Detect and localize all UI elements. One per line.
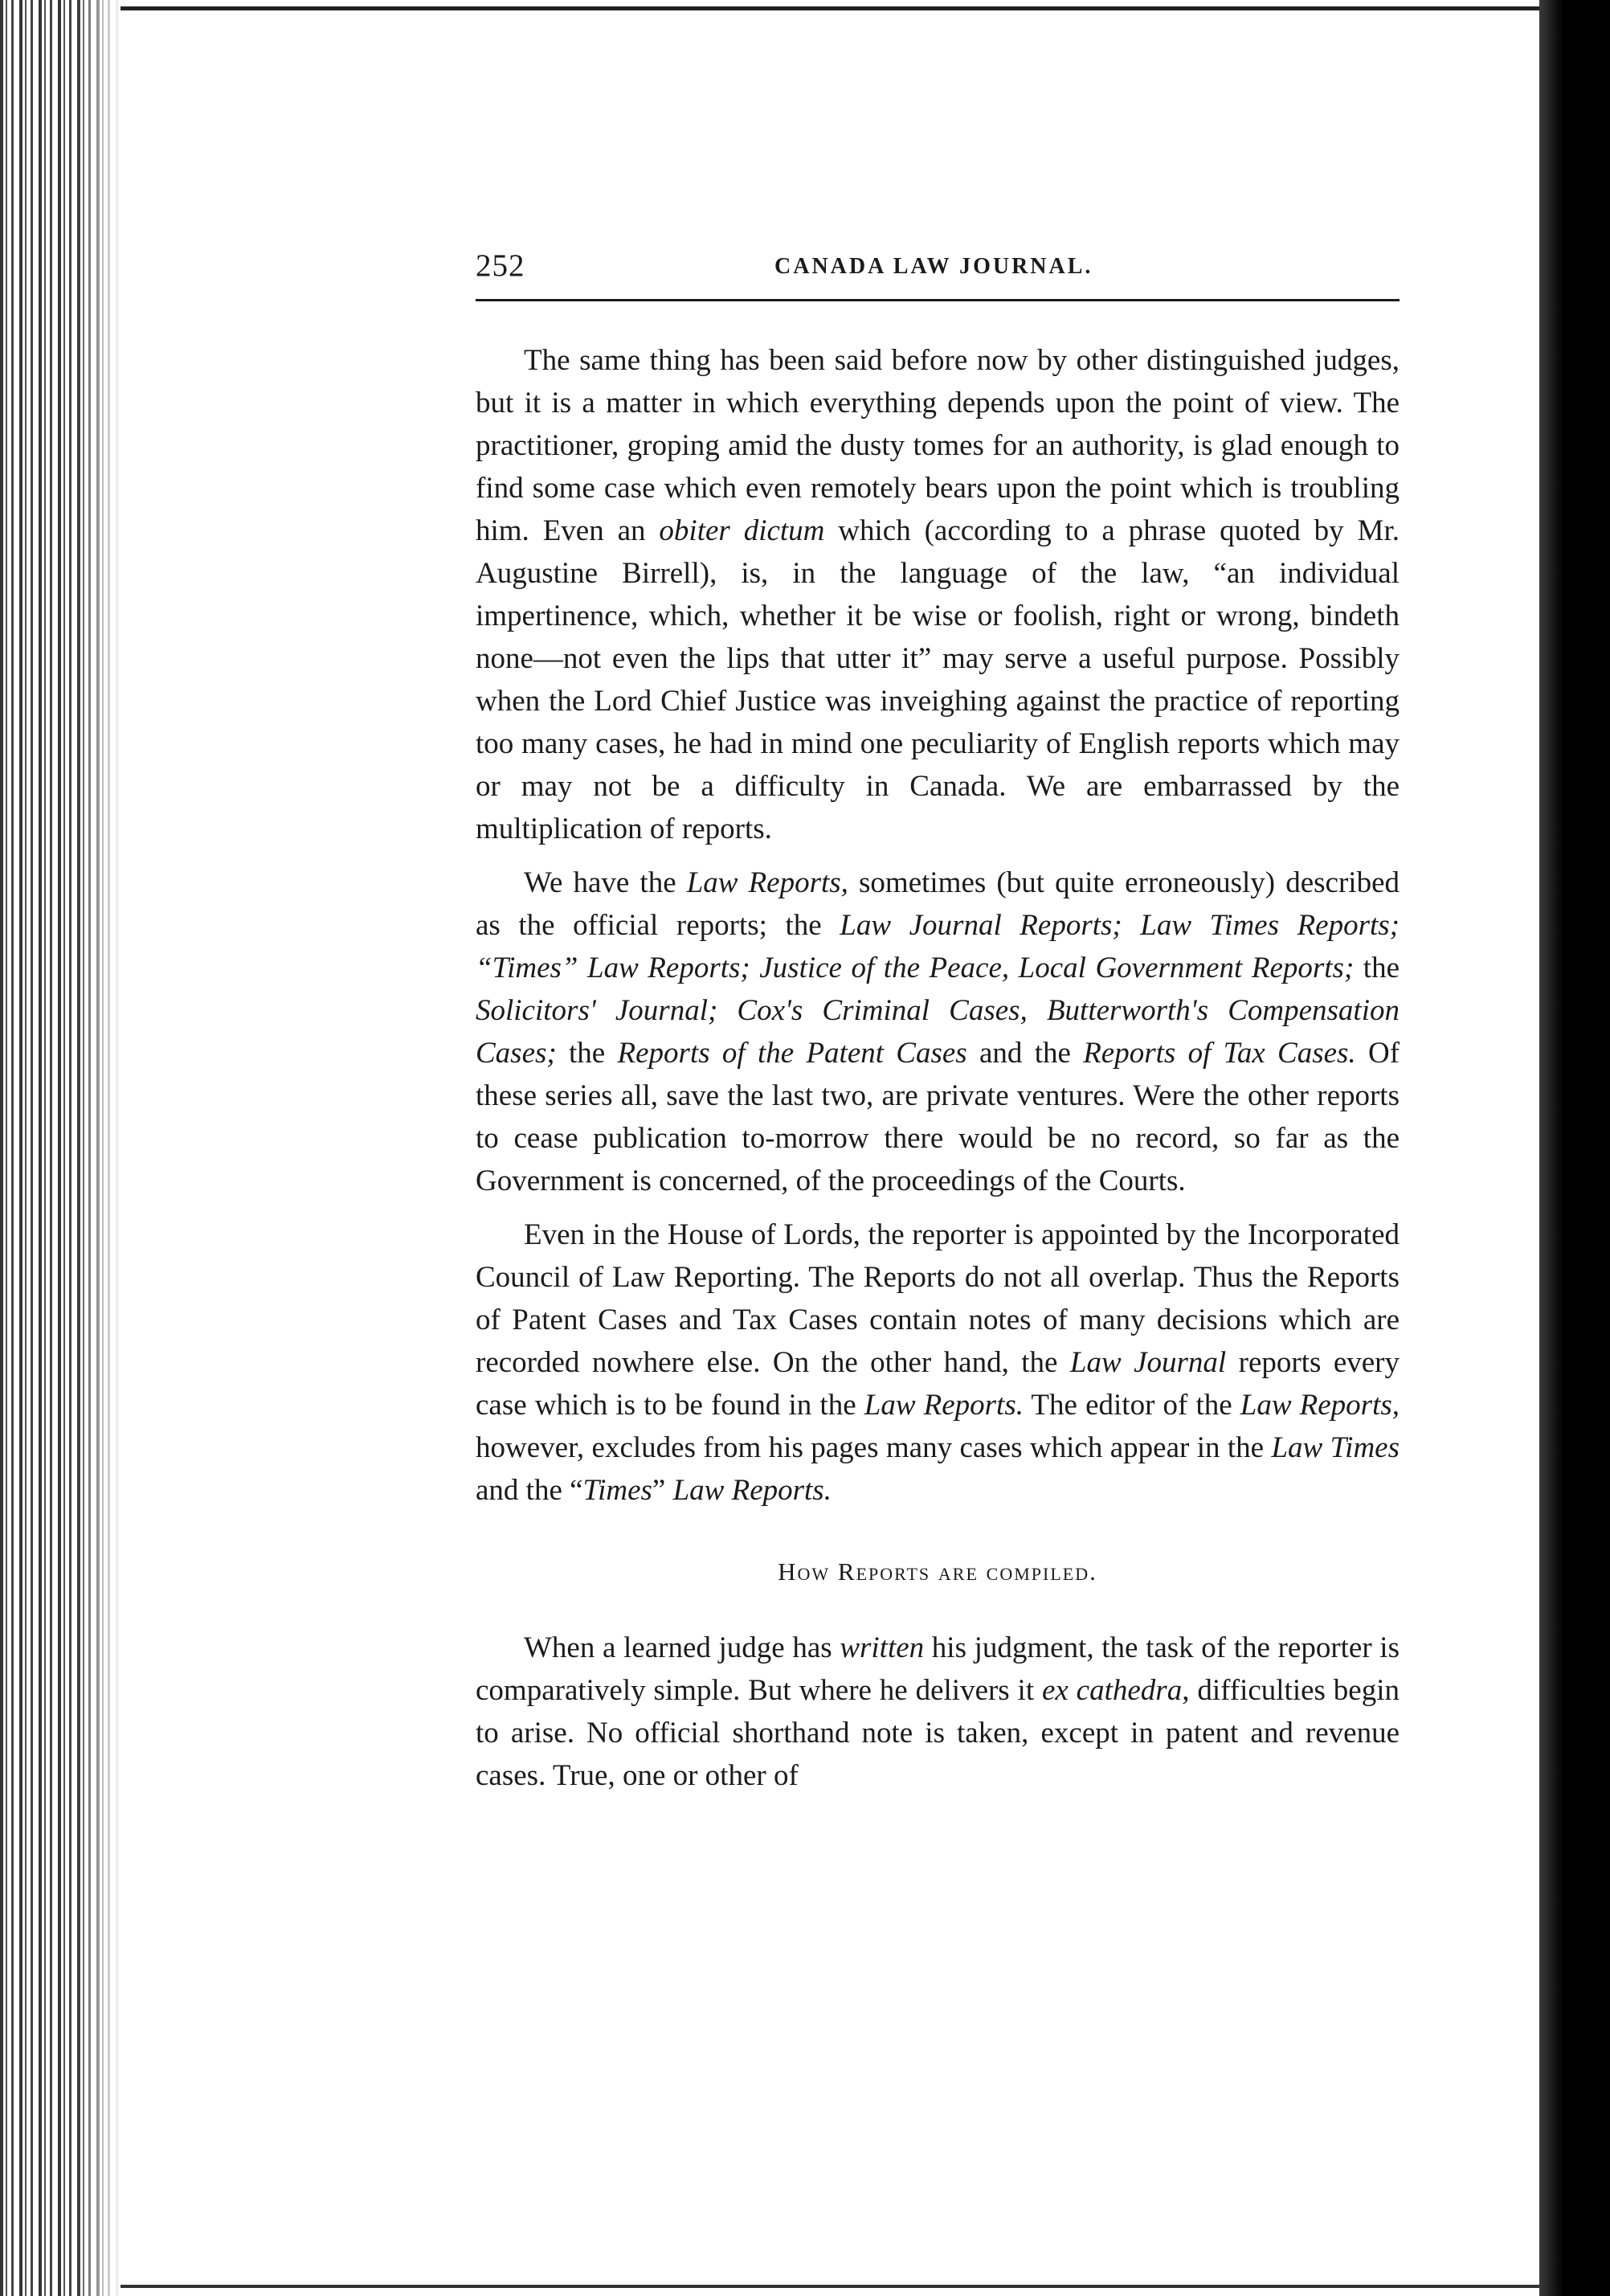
italic-run: Law Journal <box>1069 1346 1227 1379</box>
italic-run: Times <box>582 1474 652 1507</box>
italic-run: Solicitors' Journal; Cox's Criminal Cases, Butterworth's Compensation Cases; <box>476 994 1400 1070</box>
text-run: difficulties begin to arise. No official shorthand note is taken, except in patent and revenue cases. True, one or other of <box>476 1674 1400 1792</box>
scan-bottom-edge <box>121 2285 1539 2288</box>
text-run: The editor of the <box>1023 1389 1240 1422</box>
text-run: and the “ <box>476 1474 583 1507</box>
text-run: When a learned judge has <box>524 1631 840 1664</box>
italic-run: Law Reports. <box>864 1389 1024 1422</box>
header-rule <box>476 299 1400 301</box>
italic-run: obiter dictum <box>659 514 825 547</box>
paragraph-4 <box>476 1627 1400 1797</box>
text-run: reports every case which is to be found in the <box>476 1346 1400 1422</box>
paragraph-3 <box>476 1213 1400 1512</box>
text-run: and the <box>966 1037 1084 1070</box>
italic-run: Law Reports. <box>672 1474 832 1507</box>
section-heading <box>476 1550 1400 1593</box>
paragraph-1 <box>476 339 1400 850</box>
italic-run: Law Reports, <box>1240 1389 1400 1422</box>
italic-run: Reports of the Patent Cases <box>617 1037 967 1070</box>
text-run: the <box>1354 952 1400 984</box>
running-title: CANADA LAW JOURNAL. <box>774 254 1093 279</box>
text-run: The same thing has been said before now by other distinguished judges, but it is a matter in which everything depends upon the point of view. The practitioner, groping amid the dusty tomes for an authority, is glad enough to find some case which even remotely bears upon the point which is troubling him. Even an <box>476 344 1400 547</box>
text-run: which (according to a phrase quoted by Mr. Augustine Birrell), is, in the language of the law, “an individual impertinence, which, whether it be wise or foolish, right or wrong, bindeth none—not even the lips that utter it” may serve a useful purpose. Possibly when the Lord Chief Justice was inveighing against the practice of reporting too many cases, he had in mind one peculiarity of English reports which may or may not be a difficulty in Canada. We are embarrassed by the multiplication of reports. <box>476 514 1400 845</box>
scan-top-edge <box>121 6 1539 10</box>
text-run: We have the <box>524 866 687 899</box>
page-header <box>476 248 1400 293</box>
italic-run: written <box>840 1631 925 1664</box>
italic-run: Law Journal Reports; Law Times Reports; “Times” Law Reports; Justice of the Peace, Local Government Reports; <box>476 909 1400 984</box>
text-run: sometimes (but quite erroneously) described as the official reports; the <box>476 866 1400 942</box>
italic-run: ex cathedra, <box>1041 1674 1190 1707</box>
paragraph-2 <box>476 862 1400 1202</box>
italic-run: Reports of Tax Cases. <box>1083 1037 1356 1070</box>
text-run: Of these series all, save the last two, are private ventures. Were the other reports to cease publication to-morrow there would be no record, so far as the Government is concerned, of the proceedings of the Courts. <box>476 1037 1400 1197</box>
text-run: the <box>556 1037 618 1070</box>
text-run: however, excludes from his pages many cases which appear in the <box>476 1431 1272 1464</box>
text-run: Even in the House of Lords, the reporter is appointed by the Incorporated Council of Law Reporting. The Reports do not all overlap. Thus the Reports of Patent Cases and Tax Cases contain notes of many decisions which are recorded nowhere else. On the other hand, the <box>476 1218 1400 1379</box>
section-heading-text: How Reports are compiled. <box>778 1557 1097 1586</box>
scan-binding-right-edge <box>1539 0 1610 2296</box>
italic-run: Law Times <box>1271 1431 1400 1464</box>
scan-binding-left-edge <box>0 0 121 2296</box>
text-run: ” <box>652 1474 673 1507</box>
article-body <box>476 339 1400 1808</box>
text-run: his judgment, the task of the reporter is comparatively simple. But where he delivers it <box>476 1631 1400 1707</box>
page-number: 252 <box>476 248 525 283</box>
italic-run: Law Reports, <box>686 866 848 899</box>
